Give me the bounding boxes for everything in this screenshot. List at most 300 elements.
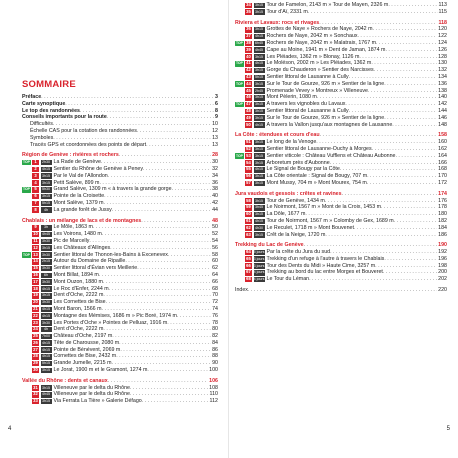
top-badge [235, 147, 244, 153]
page-number-left: 4 [8, 426, 12, 432]
dot-leader [373, 26, 438, 33]
dot-leader [107, 114, 214, 121]
hike-entry [22, 398, 218, 405]
top-badge [22, 225, 31, 231]
toc-sections-right [235, 20, 447, 283]
continued-entries [235, 2, 447, 16]
dot-leader [342, 191, 438, 198]
toc-item [22, 101, 218, 108]
route-number-badge: 9 [32, 225, 39, 231]
dot-leader [103, 279, 211, 286]
dot-leader [99, 272, 211, 279]
route-number-badge: 3 [32, 173, 39, 179]
hike-title: La grande forêt de Jussy [53, 206, 112, 213]
top-badge [235, 109, 244, 115]
hike-title: Cape au Moine, 1941 m » Dent de Jaman, 1874 m [266, 46, 386, 53]
duration-badge: 3h15 [255, 140, 263, 145]
toc-item [22, 108, 218, 115]
top-badge [235, 68, 244, 74]
hike-entry [235, 74, 447, 81]
route-number-badge: 7 [32, 201, 39, 207]
dot-leader [368, 88, 437, 95]
route-number-badge: 58 [246, 197, 251, 203]
dot-leader [125, 258, 211, 265]
toc-page-number: 78 [212, 319, 218, 326]
route-number-badge: 64 [246, 249, 251, 255]
top-badge [235, 225, 244, 231]
route-number-badge: 27 [33, 346, 38, 352]
route-number-badge: 13 [33, 251, 38, 257]
toc-page-number: 184 [438, 224, 447, 231]
dot-leader [130, 385, 208, 392]
hike-entry [235, 47, 447, 54]
duration-badge: 3h15 [255, 95, 263, 100]
hike-entry [235, 33, 447, 40]
dot-leader [112, 360, 212, 367]
hike-title: La Rade de Genève [53, 159, 101, 166]
dot-leader [349, 74, 438, 81]
toc-page-number: 182 [438, 217, 447, 224]
hike-entry [235, 211, 447, 218]
route-number-badge: 21 [33, 305, 38, 311]
duration-badge: 3h30 [42, 238, 50, 243]
duration-badge: 4 jours [253, 270, 265, 275]
route-number-badge: 44 [246, 80, 251, 86]
toc-page-number: 74 [212, 305, 218, 312]
duration-badge: 3h15 [255, 174, 263, 179]
duration-badge: 3h30 [42, 300, 50, 305]
dot-leader [381, 204, 437, 211]
dot-leader [305, 211, 437, 218]
duration-badge: 2h30 [42, 160, 50, 165]
top-badge [22, 307, 31, 313]
hike-entry [22, 385, 218, 392]
toc-item-title: Échelle CAS pour la cotation des randonnées [30, 127, 137, 134]
toc-page-number: 192 [438, 249, 447, 256]
page-number-right: 5 [446, 426, 450, 432]
route-number-badge: 8 [32, 207, 39, 213]
hike-entry [22, 340, 218, 347]
left-page [0, 0, 228, 458]
hike-title: Autour du Domaine de Ripaille [53, 258, 126, 265]
dot-leader [359, 54, 437, 61]
duration-badge: 3h15 [42, 385, 50, 390]
hike-title: Pic de Marcelly [53, 237, 90, 244]
route-number-badge: 5 [32, 187, 39, 193]
duration-badge: 4h15 [42, 306, 50, 311]
toc-page-number: 86 [212, 346, 218, 353]
section-page-number: 158 [438, 132, 447, 139]
dot-leader [99, 180, 211, 187]
route-number-badge: 42 [246, 67, 251, 73]
toc-section [22, 218, 218, 374]
section-page-number: 106 [209, 377, 218, 384]
section-heading [235, 191, 447, 198]
top-badge [22, 173, 31, 179]
hike-entry [235, 94, 447, 101]
hike-title: Sentier littoral de Thonon-les-Bains à Excenevex [53, 251, 168, 258]
top-badge [235, 250, 244, 256]
toc-item-title: Symboles [30, 134, 54, 141]
duration-badge: 3h15 [255, 27, 263, 32]
toc-page-number: 42 [212, 199, 218, 206]
duration-badge: 3h15 [255, 198, 263, 203]
top-badge [235, 205, 244, 211]
top-badge [22, 286, 31, 292]
toc-page-number: 8 [215, 107, 218, 114]
section-heading [235, 132, 447, 139]
section-title: Trekking du Lac de Genève [235, 242, 304, 249]
hike-title: Mont Baron, 1566 m [53, 305, 102, 312]
duration-badge: 4h15 [42, 313, 50, 318]
hike-title: Dent d'Oche, 2222 m [53, 292, 104, 299]
hike-title: Tour de Famelon, 2143 m » Tour de Mayen, 2326 m [266, 2, 389, 8]
hike-entry [235, 60, 447, 67]
dot-leader [167, 320, 211, 327]
dot-leader [320, 132, 438, 139]
toc-page-number: 108 [209, 384, 218, 391]
dot-leader [392, 122, 437, 129]
hike-entry [22, 272, 218, 279]
hike-title: Pointe de Bénévent, 2069 m [53, 346, 121, 353]
route-number-badge: 61 [246, 217, 251, 223]
dot-leader [53, 135, 211, 142]
dot-leader [325, 198, 437, 205]
hike-entry [22, 360, 218, 367]
route-number-badge: 50 [246, 121, 251, 127]
toc-page-number: 52 [212, 231, 218, 238]
section-heading [235, 242, 447, 249]
route-number-badge: 15 [33, 265, 38, 271]
toc-item-title: Conseils importants pour la route [22, 114, 107, 121]
toc-page-number: 3 [215, 94, 218, 100]
dot-leader [80, 108, 214, 115]
hike-title: Le Roc d'Enfer, 2244 m [53, 285, 109, 292]
toc-page-number: 68 [212, 285, 218, 292]
duration-badge: 4h15 [42, 347, 50, 352]
dot-leader [340, 166, 437, 173]
top-badge [22, 180, 31, 186]
duration-badge: 6h45 [255, 40, 263, 45]
top-badge [235, 263, 244, 269]
dot-leader [108, 173, 211, 180]
hike-title: Sentier littoral d'Évian vers Meillerie [53, 265, 138, 272]
route-number-badge: 49 [246, 114, 251, 120]
hike-entry [22, 306, 218, 313]
hike-entry [235, 101, 447, 108]
dot-leader [357, 33, 437, 40]
duration-badge: 3h15 [255, 160, 263, 165]
dot-leader [308, 9, 438, 16]
top-badge [235, 140, 244, 146]
duration-badge: 4 jours [253, 277, 265, 282]
hike-title: Grand Salève, 1309 m « à travers la grande gorge [53, 186, 172, 193]
hike-entry [235, 2, 447, 9]
route-number-badge: 55 [246, 166, 251, 172]
toc-page-number: 220 [438, 287, 447, 294]
hike-title: Gorge du Chauderon » Sentier des Narcisses [266, 67, 374, 74]
toc-page-number: 170 [438, 173, 447, 180]
dot-leader [384, 256, 437, 263]
route-number-badge: 33 [33, 398, 38, 404]
top-badge [235, 167, 244, 173]
dot-leader [345, 101, 437, 108]
top-badge: TOP [236, 61, 243, 66]
hike-entry [22, 367, 218, 374]
top-badge [235, 47, 244, 53]
top-badge [22, 327, 31, 333]
hike-entry [235, 153, 447, 160]
toc-page-number: 176 [438, 197, 447, 204]
toc-right-column [235, 2, 447, 294]
hike-title: Sentier viticole : Château Vufflens et Château Aubonne [266, 152, 396, 159]
route-number-badge: 24 [33, 326, 38, 332]
hike-title: Sur le Tour de Gourze, 926 m » Sentier de la ligne [266, 80, 385, 87]
toc-page-number: 198 [438, 262, 447, 269]
toc-page-number: 124 [438, 39, 447, 46]
top-badge [22, 385, 31, 391]
dot-leader [248, 287, 437, 294]
hike-title: Cornettes de Bise, 2432 m [53, 353, 117, 360]
hike-entry [22, 245, 218, 252]
duration-badge: 4h45 [42, 232, 50, 237]
top-badge [22, 354, 31, 360]
duration-badge: 3 jours [253, 263, 265, 268]
duration-badge: 3h15 [42, 180, 50, 185]
top-badge [22, 239, 31, 245]
dot-leader [53, 121, 211, 128]
hike-entry [22, 265, 218, 272]
duration-badge: 3h15 [255, 68, 263, 73]
toc-item-title: Carte synoptique [22, 100, 66, 107]
top-badge [22, 340, 31, 346]
route-number-badge: 29 [33, 360, 38, 366]
hike-title: Mont Salève, 1379 m [53, 199, 104, 206]
hike-title: Le Reculet, 1718 m » Mont Bouvenet [266, 224, 354, 231]
duration-badge: 4h45 [255, 47, 263, 52]
dot-leader [177, 313, 211, 320]
toc-page-number: 138 [438, 87, 447, 94]
hike-title: Les Châteaux d'Allinges [53, 244, 111, 251]
hike-title: Villeneuve par le delta du Rhône [53, 391, 130, 398]
route-number-badge: 52 [246, 145, 251, 151]
top-badge [22, 273, 31, 279]
hike-title: Tour de Noirmont, 1567 m » Colomby de Gex, 1689 m [266, 217, 394, 224]
duration-badge: 3h15 [42, 245, 50, 250]
dot-leader [147, 367, 208, 374]
hike-title: Dent d'Oche, 2222 m [53, 326, 104, 333]
duration-badge: 3h15 [255, 180, 263, 185]
toc-page-number: 196 [438, 255, 447, 262]
hike-entry [22, 207, 218, 214]
toc-page-number: 130 [438, 60, 447, 67]
duration-badge: 4h15 [255, 122, 263, 127]
route-number-badge: 66 [246, 262, 251, 268]
dot-leader [130, 391, 209, 398]
hike-title: Le Signal de Bougy par la Côte [266, 166, 340, 173]
hike-entry [235, 263, 447, 270]
duration-badge: 4h15 [42, 340, 50, 345]
route-number-badge: 32 [33, 391, 38, 397]
dot-leader [120, 347, 211, 354]
duration-badge: 3h45 [255, 205, 263, 210]
toc-item-title: Préface [22, 94, 42, 100]
toc-page-number: 6 [215, 100, 218, 107]
hike-entry [22, 292, 218, 299]
toc-page-number: 122 [438, 33, 447, 40]
dot-leader [137, 265, 211, 272]
top-badge [22, 347, 31, 353]
top-badge [22, 167, 31, 173]
toc-page-number: 66 [212, 278, 218, 285]
top-badge [22, 361, 31, 367]
toc-page-number: 142 [438, 101, 447, 108]
top-badge [235, 9, 244, 15]
section-title: Riviera et Lavaux: rocs et rivages [235, 19, 320, 26]
top-badge: TOP [236, 40, 243, 45]
dot-leader [372, 146, 438, 153]
route-number-badge: 17 [33, 278, 38, 284]
dot-leader [395, 153, 437, 160]
dot-leader [104, 200, 212, 207]
top-badge [235, 75, 244, 81]
top-badge [235, 115, 244, 121]
duration-badge: 3h30 [42, 279, 50, 284]
section-title: Vallée du Rhône : dents et canaux [22, 377, 108, 384]
route-number-badge: 11 [33, 237, 38, 243]
hike-title: Le Moléson, 2002 m » Les Pléiades, 1362 m [266, 60, 372, 67]
hike-entry [235, 40, 447, 47]
dot-leader [309, 276, 437, 283]
section-page-number: 48 [212, 217, 218, 224]
hike-entry [235, 88, 447, 95]
dot-leader [325, 232, 437, 239]
hike-entry [22, 173, 218, 180]
toc-page-number: 70 [212, 292, 218, 299]
duration-badge: 3h30 [42, 320, 50, 325]
duration-badge: 4h30 [255, 225, 263, 230]
hike-title: A travers la Vallon jusqu'aux montagnes de Lausanne [266, 121, 393, 128]
toc-page-number: 132 [438, 67, 447, 74]
top-badge [235, 160, 244, 166]
route-number-badge: 23 [33, 319, 38, 325]
toc-page-number: 100 [209, 367, 218, 374]
route-number-badge: 65 [246, 255, 251, 261]
dot-leader [102, 231, 211, 238]
route-number-badge: 38 [246, 39, 251, 45]
route-number-badge: 53 [246, 152, 251, 158]
hike-entry [235, 198, 447, 205]
top-badge [22, 259, 31, 265]
dot-leader [143, 166, 211, 173]
top-badge [22, 245, 31, 251]
route-number-badge: 10 [33, 231, 38, 237]
hike-title: Crêt de la Neige, 1720 m [266, 231, 326, 238]
hike-title: Le long de la Venoge [266, 139, 317, 146]
toc-page-number: 146 [438, 114, 447, 121]
dot-leader [319, 20, 437, 27]
route-number-badge: 54 [246, 159, 251, 165]
toc-page-number: 166 [438, 159, 447, 166]
section-title: La Côte : étendues et cours d'eau [235, 132, 320, 139]
toc-item [235, 287, 447, 294]
hike-entry [235, 256, 447, 263]
hike-entry [235, 81, 447, 88]
hike-title: Le Tour du Léman [266, 276, 310, 283]
hike-title: Les Voirons, 1480 m [53, 231, 102, 238]
hike-entry [22, 159, 218, 166]
route-number-badge: 36 [246, 26, 251, 32]
route-number-badge: 14 [33, 258, 38, 264]
toc-page-number: 80 [212, 326, 218, 333]
top-badge [22, 300, 31, 306]
route-number-badge: 16 [33, 271, 38, 277]
top-badge [22, 334, 31, 340]
toc-page-number: 36 [212, 179, 218, 186]
section-page-number: 190 [438, 242, 447, 249]
toc-sections-left [22, 152, 218, 405]
dot-leader [330, 160, 438, 167]
toc-page-number: 178 [438, 204, 447, 211]
hike-entry [22, 180, 218, 187]
front-matter-list [22, 94, 218, 148]
hike-entry [22, 166, 218, 173]
toc-page-number: 180 [438, 211, 447, 218]
toc-page-number: 88 [212, 353, 218, 360]
dot-leader [371, 60, 437, 67]
toc-item [22, 135, 218, 142]
route-number-badge: 40 [246, 53, 251, 59]
hike-entry [235, 115, 447, 122]
toc-page-number: 54 [212, 237, 218, 244]
hike-title: Les Pléiades, 1362 m » Blonay, 1126 m [266, 53, 360, 60]
top-badge [22, 399, 31, 405]
hike-title: La Côte orientale : Signal de Bougy, 707 m [266, 173, 368, 180]
section-title: Jura vaudois et gessois : crêtes et ravines [235, 190, 342, 197]
hike-title: Tour d'Aï, 2331 m [266, 8, 308, 15]
hike-title: Rochers de Naye, 2042 m » Malatraix, 1767 m [266, 39, 377, 46]
hike-title: Tête de Charousse, 2080 m [53, 339, 120, 346]
duration-badge: 5h15 [255, 74, 263, 79]
hike-title: Promenade Vevey » Montreux » Villeneuve [266, 87, 368, 94]
top-badge [235, 181, 244, 187]
duration-badge: 3h15 [42, 194, 50, 199]
toc-page-number: 10 [212, 121, 218, 128]
hike-entry [22, 391, 218, 398]
hike-entry [22, 333, 218, 340]
toc-page-number: 72 [212, 299, 218, 306]
dot-leader [354, 225, 437, 232]
hike-entry [235, 146, 447, 153]
hike-entry [22, 193, 218, 200]
duration-badge: 3h15 [255, 232, 263, 237]
toc-item [22, 114, 218, 121]
dot-leader [93, 224, 211, 231]
hike-title: Villeneuve par le delta du Rhône [53, 384, 130, 391]
dot-leader [168, 252, 211, 259]
top-badge [235, 270, 244, 276]
toc-page-number: 58 [212, 251, 218, 258]
dot-leader [375, 263, 437, 270]
toc-page-number: 76 [212, 312, 218, 319]
duration-badge: 3h [41, 225, 52, 231]
top-badge: TOP [236, 102, 243, 107]
top-badge [22, 266, 31, 272]
toc-item-title: Tracés GPS et coordonnées des points de départ [30, 141, 147, 148]
toc-item [22, 121, 218, 128]
duration-badge: 5h30 [42, 187, 50, 192]
dot-leader [383, 269, 437, 276]
